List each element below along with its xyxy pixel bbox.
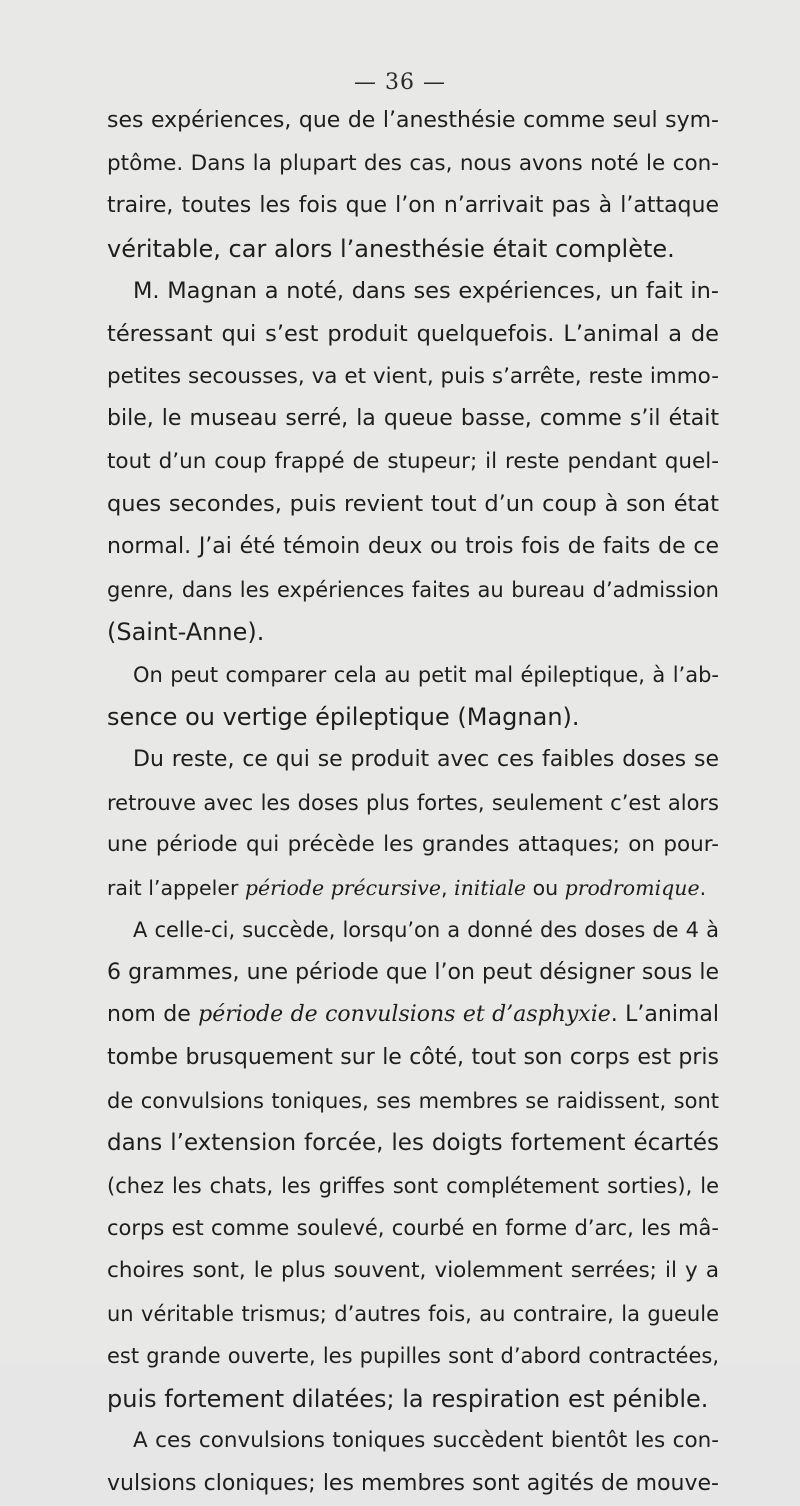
text-segment: véritable, car alors l’anesthésie était complète. [107, 234, 675, 263]
text-line [107, 398, 719, 441]
text-segment: 6 grammes, une période que l’on peut désigner sous le [107, 959, 719, 985]
text-segment: retrouve avec les doses plus fortes, seulement c’est alors [107, 790, 719, 815]
text-line [107, 696, 719, 739]
text-line [107, 1080, 719, 1123]
italic-phrase: période de convulsions et d’asphyxie [198, 1002, 611, 1028]
text-segment: , [440, 875, 455, 900]
text-segment: choires sont, le plus souvent, violemment serrées; il y a [107, 1258, 719, 1284]
text-segment: . [699, 875, 707, 900]
text-segment: A celle-ci, succède, lorsqu’on a donné des doses de 4 à [133, 918, 719, 943]
text-line [107, 1037, 719, 1080]
text-segment: On peut comparer cela au petit mal épileptique, à l’ab- [133, 662, 719, 687]
text-segment: ou [526, 875, 565, 900]
text-line [107, 313, 719, 356]
page-number: — 36 — [354, 70, 446, 95]
text-segment: une période qui précède les grandes attaques; on pour- [107, 832, 719, 858]
text-segment: nom de [107, 1002, 199, 1028]
body-text [107, 100, 719, 1506]
text-segment: traire, toutes les fois que l’on n’arrivait pas à l’attaque [107, 193, 719, 219]
text-segment: dans l’extension forcée, les doigts fortement écartés [107, 1130, 719, 1157]
text-line [107, 909, 719, 952]
text-segment: vulsions cloniques; les membres sont agités de mouve- [107, 1471, 719, 1496]
text-segment: de convulsions toniques, ses membres se raidissent, sont [107, 1088, 719, 1113]
text-line [107, 654, 719, 697]
text-segment: corps est comme soulevé, courbé en forme d’arc, les mâ- [107, 1216, 719, 1241]
text-line [107, 270, 719, 313]
italic-phrase: période précursive [244, 875, 441, 900]
text-line [107, 100, 719, 143]
text-line [107, 1293, 719, 1336]
text-segment: genre, dans les expériences faites au bureau d’admission [107, 577, 719, 602]
text-line [107, 441, 719, 484]
text-line [107, 611, 719, 654]
text-segment: est grande ouverte, les pupilles sont d’abord contractées, [107, 1344, 719, 1369]
text-segment: (Saint-Anne). [107, 618, 265, 647]
text-segment: Du reste, ce qui se produit avec ces faibles doses se [133, 746, 719, 772]
italic-phrase: prodromique [564, 875, 700, 900]
text-line [107, 1463, 719, 1506]
text-segment: sence ou vertige épileptique (Magnan). [107, 703, 580, 732]
text-segment: petites secousses, va et vient, puis s’arrête, reste immo- [107, 363, 719, 389]
text-segment: un véritable trismus; d’autres fois, au contraire, la gueule [107, 1301, 719, 1326]
text-line [107, 185, 719, 228]
text-segment: A ces convulsions toniques succèdent bientôt les con- [133, 1428, 719, 1454]
text-line [107, 228, 719, 271]
text-segment: (chez les chats, les griffes sont complétement sorties), le [107, 1173, 719, 1198]
text-line [107, 526, 719, 569]
text-line [107, 356, 719, 399]
text-segment: ptôme. Dans la plupart des cas, nous avons noté le con- [107, 150, 719, 176]
text-segment: ses expériences, que de l’anesthésie comme seul sym- [107, 108, 719, 133]
text-line [107, 1335, 719, 1378]
text-line [107, 739, 719, 782]
text-line [107, 952, 719, 995]
text-line [107, 1122, 719, 1165]
text-segment: tout d’un coup frappé de stupeur; il reste pendant quel- [107, 448, 719, 474]
text-line [107, 867, 719, 910]
text-line [107, 994, 719, 1037]
text-segment: ques secondes, puis revient tout d’un coup à son état [107, 491, 719, 518]
text-line [107, 1378, 719, 1421]
text-line [107, 483, 719, 526]
text-line [107, 1250, 719, 1293]
text-segment: M. Magnan a noté, dans ses expériences, un fait in- [133, 278, 719, 305]
text-line [107, 1420, 719, 1463]
text-line [107, 824, 719, 867]
text-segment: puis fortement dilatées; la respiration est pénible. [107, 1384, 709, 1413]
text-line [107, 782, 719, 825]
text-line [107, 1165, 719, 1208]
text-segment: tombe brusquement sur le côté, tout son corps est pris [107, 1045, 719, 1071]
text-line [107, 1207, 719, 1250]
text-segment: rait l’appeler [107, 875, 245, 900]
text-line [107, 569, 719, 612]
text-segment: bile, le museau serré, la queue basse, comme s’il était [107, 406, 719, 432]
text-segment: . L’animal [610, 1002, 719, 1028]
italic-phrase: initiale [454, 875, 527, 900]
text-segment: téressant qui s’est produit quelquefois. L’animal a de [107, 320, 719, 347]
text-line [107, 143, 719, 186]
text-segment: normal. J’ai été témoin deux ou trois fois de faits de ce [107, 533, 719, 559]
